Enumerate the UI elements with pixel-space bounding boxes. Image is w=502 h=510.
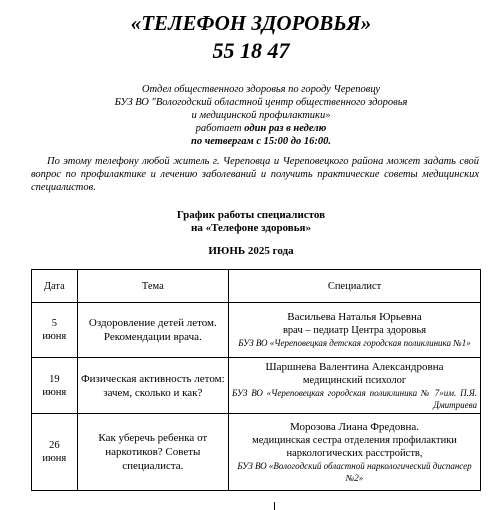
date-month: июня: [42, 386, 67, 398]
schedule-table: [31, 269, 481, 491]
org-line-3: и медицинской профилактики»: [191, 110, 331, 121]
specialist-cell: [229, 358, 481, 414]
date-day: 26: [49, 440, 60, 451]
schedule-title-line-1: График работы специалистов: [176, 209, 326, 221]
org-line-2: БУЗ ВО "Вологодский областной центр общественного здоровья: [114, 97, 408, 108]
date-day: 5: [51, 318, 57, 329]
page-title: «ТЕЛЕФОН ЗДОРОВЬЯ»: [130, 11, 372, 35]
topic-cell: Оздоровление детей летом. Рекомендации врача.: [77, 303, 228, 358]
topic-cell: Как уберечь ребенка от наркотиков? Советы специалиста.: [77, 414, 228, 491]
table-row: [32, 303, 481, 358]
schedule-title: [0, 209, 502, 235]
specialist-name: Васильева Наталья Юрьевна: [287, 311, 422, 323]
table-header-row: [32, 270, 481, 303]
date-month: июня: [42, 331, 67, 342]
intro-paragraph: По этому телефону любой житель г. Череповца и Череповецкого района может задать свой вопрос по профилактике и лечению заболеваний и получить практические советы медицинских специалистов.: [31, 156, 479, 193]
topic-cell: Физическая активность летом: зачем, сколько и как?: [77, 358, 228, 414]
date-cell: [32, 303, 78, 358]
schedule-month: ИЮНЬ 2025 года: [208, 245, 294, 257]
date-cell: [32, 414, 78, 491]
specialist-role: врач – педиатр Центра здоровья: [282, 325, 427, 336]
column-divider-continuation: [274, 502, 275, 510]
work-frequency-bold: один раз в неделю: [244, 123, 327, 134]
header-date: Дата: [32, 270, 78, 303]
organization-block: [30, 83, 492, 148]
specialist-org: БУЗ ВО «Череповецкая детская городская поликлиника №1»: [238, 338, 471, 348]
specialist-org: БУЗ ВО «Вологодский областной наркологический диспансер №2»: [237, 460, 472, 483]
specialist-role: медицинский психолог: [302, 374, 407, 386]
work-frequency: [30, 122, 492, 135]
specialist-name: Шаршнева Валентина Александровна: [265, 360, 444, 373]
header-specialist: Специалист: [229, 270, 481, 303]
header-topic: Тема: [77, 270, 228, 303]
work-prefix: работает: [195, 123, 245, 134]
specialist-name: Морозова Лиана Фредовна.: [290, 420, 419, 433]
specialist-cell: [229, 414, 481, 491]
date-month: июня: [42, 453, 67, 464]
work-schedule: по четвергам с 15:00 до 16:00.: [191, 136, 331, 147]
schedule-title-line-2: на «Телефоне здоровья»: [191, 222, 311, 234]
phone-number: 55 18 47: [212, 38, 290, 63]
date-day: 19: [49, 373, 60, 385]
date-cell: [32, 358, 78, 414]
org-line-1: Отдел общественного здоровья по городу Череповцу: [141, 84, 381, 95]
specialist-org: БУЗ ВО «Череповецкая городская поликлиника № 7»им. П.Я. Дмитриева: [232, 387, 477, 410]
table-row: [32, 414, 481, 491]
specialist-cell: [229, 303, 481, 358]
table-row: [32, 358, 481, 414]
specialist-role: медицинская сестра отделения профилактики наркологических расстройств,: [252, 434, 457, 459]
